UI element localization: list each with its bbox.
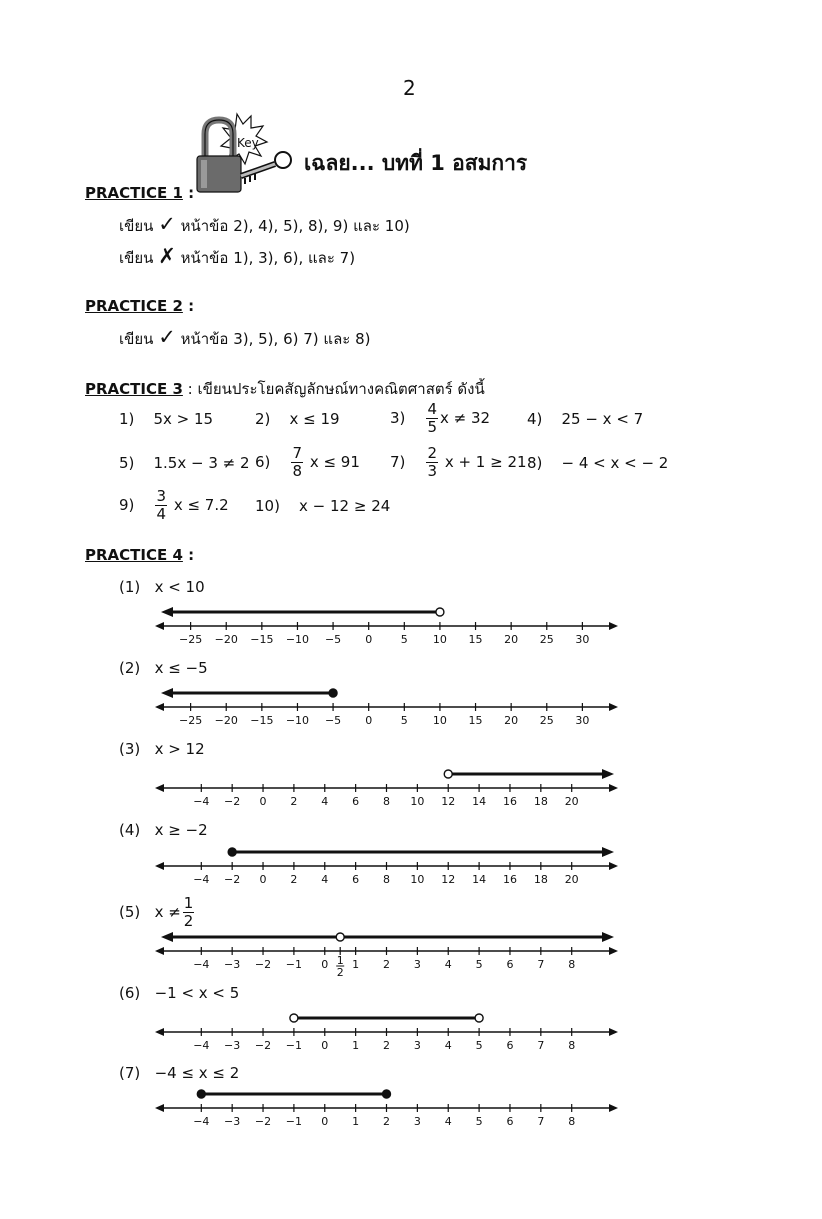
p3-item-6: 6) $\frac{7}{8}$ x ≤ 91 (255, 444, 360, 480)
tick-label: 10 (410, 795, 425, 808)
tick-label: 18 (533, 873, 548, 886)
closed-endpoint (228, 848, 236, 856)
tick-label: 14 (472, 873, 487, 886)
tick-label: 20 (504, 633, 519, 646)
tick-label: −20 (214, 714, 238, 727)
p3-item-2: 2) x ≤ 19 (255, 410, 340, 428)
tick-label: −20 (214, 633, 238, 646)
tick-label: 6 (352, 873, 360, 886)
axis-arrow-left (155, 703, 164, 711)
tick-label: −25 (179, 714, 203, 727)
p4-label-2: (2) x ≤ −5 (119, 659, 208, 677)
solution-arrow-right (602, 932, 614, 942)
tick-label: 0 (321, 1115, 329, 1128)
axis-arrow-right (609, 862, 618, 870)
tick-label: −2 (254, 958, 272, 971)
padlock-key-icon (193, 112, 293, 194)
tick-label: 8 (383, 873, 390, 886)
tick-label: 20 (504, 714, 519, 727)
open-endpoint (444, 770, 452, 778)
tick-label: 14 (472, 795, 487, 808)
axis-arrow-right (609, 784, 618, 792)
tick-label: 0 (365, 633, 373, 646)
tick-label: −4 (193, 795, 210, 808)
axis-arrow-left (155, 1028, 164, 1036)
tick-label: 3 (413, 1039, 421, 1052)
tick-label: 5 (475, 958, 483, 971)
p3-item-10: 10) x − 12 ≥ 24 (255, 497, 391, 515)
axis-arrow-right (609, 1028, 618, 1036)
tick-label: 5 (475, 1115, 483, 1128)
tick-label: −25 (179, 633, 203, 646)
tick-label: 7 (537, 1115, 545, 1128)
tick-label: 5 (475, 1039, 483, 1052)
tick-label: −3 (224, 1115, 241, 1128)
tick-label: −3 (224, 958, 241, 971)
tick-label: 20 (564, 795, 579, 808)
axis-arrow-left (155, 1104, 164, 1112)
tick-label: 0 (321, 958, 329, 971)
axis-arrow-right (609, 703, 618, 711)
tick-label: 1 (352, 958, 360, 971)
tick-label: 8 (568, 958, 576, 971)
tick-label: −1 (285, 958, 303, 971)
p3-item-9: 9) $\frac{3}{4}$ x ≤ 7.2 (119, 487, 229, 523)
tick-label: −5 (324, 714, 342, 727)
tick-label: −3 (224, 1039, 241, 1052)
solution-arrow-right (602, 847, 614, 857)
tick-label: −4 (193, 958, 210, 971)
solution-arrow-right (602, 769, 614, 779)
tick-label: 10 (410, 873, 425, 886)
tick-label: 7 (537, 958, 545, 971)
number-line-2 (150, 681, 625, 729)
axis-arrow-left (155, 784, 164, 792)
tick-label: 0 (365, 714, 373, 727)
p4-label-5: (5) x ≠ $\frac{1}{2}$ (119, 894, 194, 930)
tick-label: 30 (575, 714, 590, 727)
practice2-heading: PRACTICE 2 : (85, 297, 195, 315)
tick-label: 2 (383, 1039, 390, 1052)
tick-label: −2 (254, 1115, 272, 1128)
tick-label: 4 (444, 1039, 452, 1052)
number-line-4 (150, 840, 625, 888)
tick-label: 4 (321, 795, 329, 808)
tick-label: −1 (285, 1039, 303, 1052)
closed-endpoint (383, 1090, 391, 1098)
tick-label: −1 (285, 1115, 303, 1128)
tick-label: 6 (506, 958, 514, 971)
practice4-heading: PRACTICE 4 : (85, 546, 195, 564)
tick-label: −4 (193, 1039, 210, 1052)
tick-label: −4 (193, 1115, 210, 1128)
tick-label: 8 (568, 1039, 576, 1052)
tick-label: 15 (468, 633, 483, 646)
tick-label: −15 (250, 714, 274, 727)
p3-item-7: 7) $\frac{2}{3}$ x + 1 ≥ 21 (390, 444, 527, 480)
cross-icon: ✗ (158, 244, 176, 268)
practice1-line-correct: เขียน ✓ หน้าข้อ 2), 4), 5), 8), 9) และ 10) (119, 212, 410, 236)
axis-arrow-left (155, 862, 164, 870)
number-line-7 (150, 1082, 625, 1130)
tick-label: 2 (290, 873, 298, 886)
p4-label-7: (7) −4 ≤ x ≤ 2 (119, 1064, 240, 1082)
tick-label: 7 (537, 1039, 545, 1052)
tick-label: 16 (502, 795, 517, 808)
tick-label: 4 (444, 1115, 452, 1128)
open-endpoint (475, 1014, 483, 1022)
solution-arrow-left (161, 607, 173, 617)
tick-label: −4 (193, 873, 210, 886)
page-title: เฉลย... บทที่ 1 อสมการ (304, 151, 528, 175)
practice3-heading: PRACTICE 3 : เขียนประโยคสัญลักษณ์ทางคณิตศาสตร์ ดังนี้ (85, 380, 485, 398)
tick-label: 10 (432, 714, 447, 727)
tick-label: 6 (352, 795, 360, 808)
tick-label-half-den: 2 (336, 966, 344, 979)
tick-label: −2 (254, 1039, 272, 1052)
tick-label: 8 (383, 795, 390, 808)
tick-label: 0 (259, 795, 267, 808)
tick-label: 8 (568, 1115, 576, 1128)
tick-label: 2 (383, 958, 390, 971)
svg-text:Key: Key (237, 136, 259, 150)
practice2-line-correct: เขียน ✓ หน้าข้อ 3), 5), 6) 7) และ 8) (119, 325, 371, 349)
tick-label: 0 (259, 873, 267, 886)
tick-label: 12 (441, 795, 456, 808)
tick-label: 6 (506, 1039, 514, 1052)
p4-label-3: (3) x > 12 (119, 740, 205, 758)
axis-arrow-right (609, 622, 618, 630)
open-endpoint (290, 1014, 298, 1022)
tick-label: 0 (321, 1039, 329, 1052)
tick-label: 12 (441, 873, 456, 886)
tick-label: 2 (290, 795, 298, 808)
tick-label: −2 (224, 795, 241, 808)
open-endpoint (336, 933, 344, 941)
tick-label: −2 (224, 873, 241, 886)
p3-item-1: 1) 5x > 15 (119, 410, 214, 428)
tick-label: 1 (352, 1115, 360, 1128)
axis-arrow-left (155, 947, 164, 955)
tick-label: 4 (321, 873, 329, 886)
tick-label: 30 (575, 633, 590, 646)
tick-label: 1 (352, 1039, 360, 1052)
check-icon: ✓ (158, 325, 176, 349)
tick-label: 15 (468, 714, 483, 727)
tick-label: 10 (432, 633, 447, 646)
number-line-6 (150, 1006, 625, 1054)
p3-item-3: 3) $\frac{4}{5}$ x ≠ 32 (390, 400, 491, 436)
tick-label: −10 (285, 633, 310, 646)
tick-label: 3 (413, 1115, 421, 1128)
page-number: 2 (403, 76, 416, 100)
practice1-line-incorrect: เขียน ✗ หน้าข้อ 1), 3), 6), และ 7) (119, 244, 356, 268)
tick-label: −5 (324, 633, 342, 646)
tick-label: 3 (413, 958, 421, 971)
closed-endpoint (197, 1090, 205, 1098)
tick-label: 5 (400, 633, 408, 646)
tick-label: 18 (533, 795, 548, 808)
p3-item-8: 8) − 4 < x < − 2 (527, 454, 669, 472)
tick-label: 4 (444, 958, 452, 971)
number-line-5 (150, 925, 625, 981)
axis-arrow-right (609, 1104, 618, 1112)
p4-label-6: (6) −1 < x < 5 (119, 984, 240, 1002)
check-icon: ✓ (158, 212, 176, 236)
tick-label: 25 (539, 714, 554, 727)
open-endpoint (436, 608, 444, 616)
tick-label: 6 (506, 1115, 514, 1128)
tick-label-half-num: 1 (336, 954, 344, 967)
p4-label-4: (4) x ≥ −2 (119, 821, 208, 839)
tick-label: 16 (502, 873, 517, 886)
closed-endpoint (329, 689, 337, 697)
tick-label: 5 (400, 714, 408, 727)
tick-label: −15 (250, 633, 274, 646)
solution-arrow-left (161, 688, 173, 698)
axis-arrow-right (609, 947, 618, 955)
p4-label-1: (1) x < 10 (119, 578, 205, 596)
tick-label: 25 (539, 633, 554, 646)
practice1-heading: PRACTICE 1 : (85, 184, 195, 202)
axis-arrow-left (155, 622, 164, 630)
tick-label: −10 (285, 714, 310, 727)
solution-arrow-left (161, 932, 173, 942)
number-line-3 (150, 762, 625, 810)
tick-label: 20 (564, 873, 579, 886)
tick-label: 2 (383, 1115, 390, 1128)
number-line-1 (150, 600, 625, 648)
p3-item-5: 5) 1.5x − 3 ≠ 2 (119, 454, 250, 472)
p3-item-4: 4) 25 − x < 7 (527, 410, 644, 428)
